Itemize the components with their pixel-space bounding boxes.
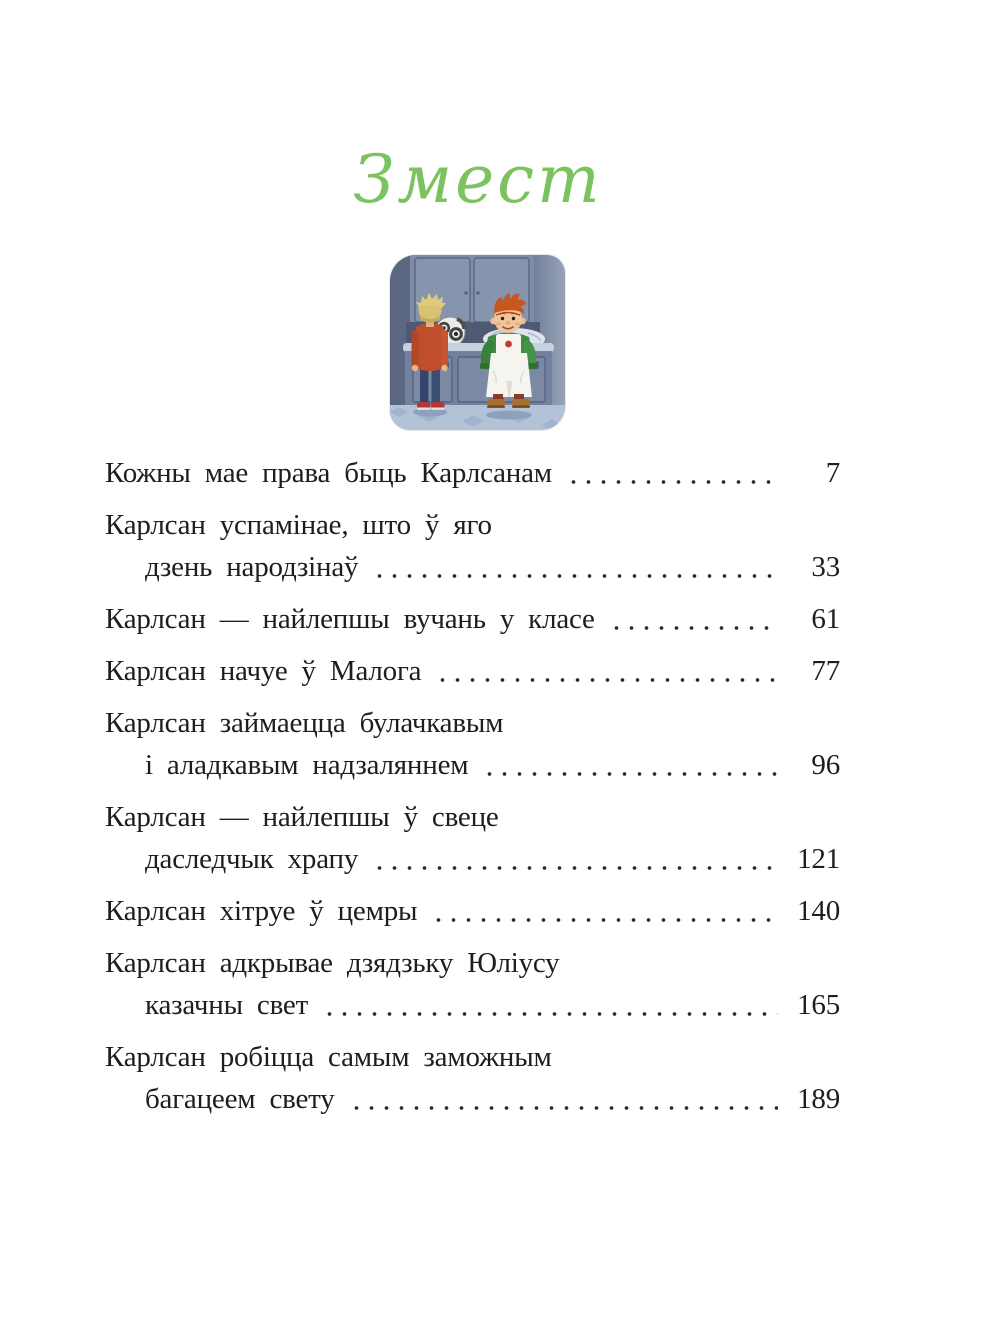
page-number: 33	[811, 551, 840, 583]
toc-entry	[105, 504, 840, 588]
page-number: 189	[797, 1083, 840, 1115]
table-of-contents	[105, 452, 840, 1130]
chapter-title-continuation: і аладкавым надзаляннем	[145, 749, 469, 781]
chapter-title: Карлсан успамінае, што ў яго	[105, 509, 492, 541]
toc-entry	[105, 702, 840, 786]
page-number: 140	[797, 895, 840, 927]
chapter-title: Карлсан — найлепшы вучань у класе	[105, 603, 595, 635]
chapter-title-continuation: багацеем свету	[145, 1083, 335, 1115]
leader-dots	[609, 623, 778, 633]
chapter-title: Карлсан начуе ў Малога	[105, 655, 422, 687]
leader-dots	[431, 915, 778, 925]
chapter-title: Карлсан адкрывае дзядзьку Юліусу	[105, 947, 560, 979]
leader-dots	[322, 1009, 778, 1019]
page-number: 121	[797, 843, 840, 875]
page-number: 165	[797, 989, 840, 1021]
leader-dots	[372, 571, 778, 581]
page-number: 7	[825, 457, 840, 489]
chapter-title: Карлсан робіцца самым заможным	[105, 1041, 552, 1073]
leader-dots	[566, 477, 778, 487]
page-number: 61	[811, 603, 840, 635]
toc-entry	[105, 942, 840, 1026]
kitchen-scene-illustration	[390, 255, 565, 430]
chapter-title: Карлсан займаецца булачкавым	[105, 707, 504, 739]
page-number: 77	[811, 655, 840, 687]
chapter-title: Карлсан — найлепшы ў свеце	[105, 801, 499, 833]
toc-entry	[105, 598, 840, 640]
chapter-title-continuation: даследчык храпу	[145, 843, 359, 875]
chapter-title-continuation: дзень народзінаў	[145, 551, 359, 583]
page-title-wrap	[0, 140, 956, 219]
chapter-illustration	[390, 255, 565, 430]
page-title: Змест	[353, 141, 603, 218]
leader-dots	[482, 769, 778, 779]
toc-entry	[105, 1036, 840, 1120]
chapter-title: Кожны мае права быць Карлсанам	[105, 457, 552, 489]
leader-dots	[435, 675, 778, 685]
toc-entry	[105, 796, 840, 880]
leader-dots	[349, 1103, 778, 1113]
toc-entry	[105, 452, 840, 494]
toc-entry	[105, 650, 840, 692]
page-number: 96	[811, 749, 840, 781]
toc-entry	[105, 890, 840, 932]
chapter-title-continuation: казачны свет	[145, 989, 309, 1021]
leader-dots	[372, 863, 778, 873]
chapter-title: Карлсан хітруе ў цемры	[105, 895, 418, 927]
